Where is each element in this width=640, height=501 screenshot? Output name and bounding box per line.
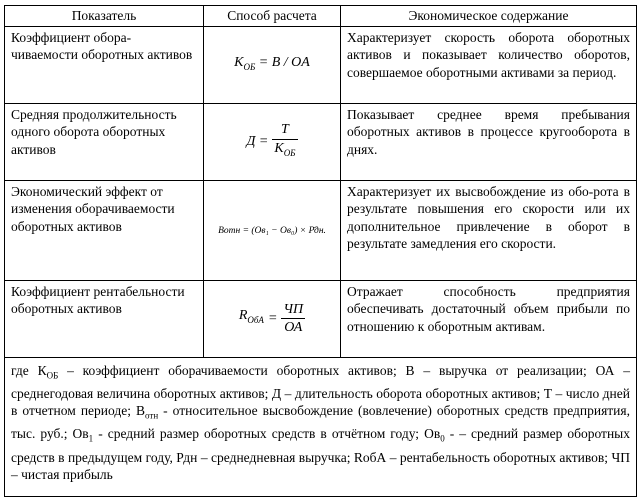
profitability-formula: $R_{ОбА}$ = $\frac{ЧП}{ОА}$ xyxy=(238,301,304,335)
economic-meaning: Характеризует их высвобождение из обо-рота в результате повышения его скорости или их дополнительное привлечение в оборот в результате замедления его скорости. xyxy=(341,180,637,280)
table-row xyxy=(5,280,637,357)
indicator-name: Экономический эффект от изменения оборачиваемости оборотных активов xyxy=(5,180,204,280)
economic-meaning: Показывает среднее время пребывания оборотных активов в процессе кругооборота в днях. xyxy=(341,103,637,180)
economic-meaning: Отражает способность предприятия обеспечивать достаточный объем прибыли по отношению к оборотным активам. xyxy=(341,280,637,357)
formula-cell xyxy=(204,180,341,280)
table-row xyxy=(5,103,637,180)
turnover-duration-formula: Д = $\frac{T}{K_{ОБ}}$ xyxy=(246,122,296,158)
notation-legend: где $К_{ОБ}$ – коэффициент оборачиваемости оборотных активов; В – выручка от реализации; ОА – среднегодовая величина оборотных активов; Д – длительность оборота оборотных активов; Т – число дней в отчетном периоде; $В_{отн}$ - относительное высвобождение (вовлечение) оборотных средств предприятия, тыс. руб.; $Ов_1$ - средний размер оборотных средств в отчётном году; $Ов_0$ - – средний размер оборотных средств в предыдущем году, Рдн – среднедневная выручка; RобА – рентабельность оборотных активов; ЧП – чистая прибыль xyxy=(5,357,637,496)
notes-row xyxy=(5,357,637,496)
turnover-ratio-formula: $K_{ОБ} = B$ / OA xyxy=(234,54,310,72)
indicator-name: Коэффициент обора-чиваемости оборотных активов xyxy=(5,26,204,103)
table-row xyxy=(5,26,637,103)
formula-cell xyxy=(204,26,341,103)
header-economic-meaning: Экономическое содержание xyxy=(341,6,637,27)
economic-effect-formula: Вотн = (Ов₁ − Ов₀) × Р̄дн. xyxy=(218,225,326,236)
formula-cell xyxy=(204,103,341,180)
header-indicator: Показатель xyxy=(5,6,204,27)
table-row xyxy=(5,180,637,280)
header-row xyxy=(5,6,637,27)
indicator-name: Средняя продолжительность одного оборота оборотных активов xyxy=(5,103,204,180)
header-calculation: Способ расчета xyxy=(204,6,341,27)
formula-cell xyxy=(204,280,341,357)
indicators-table xyxy=(4,5,637,497)
indicator-name: Коэффициент рентабельности оборотных активов xyxy=(5,280,204,357)
economic-meaning: Характеризует скорость оборота оборотных активов и показывает количество оборотов, совершаемое оборотными активами за период. xyxy=(341,26,637,103)
